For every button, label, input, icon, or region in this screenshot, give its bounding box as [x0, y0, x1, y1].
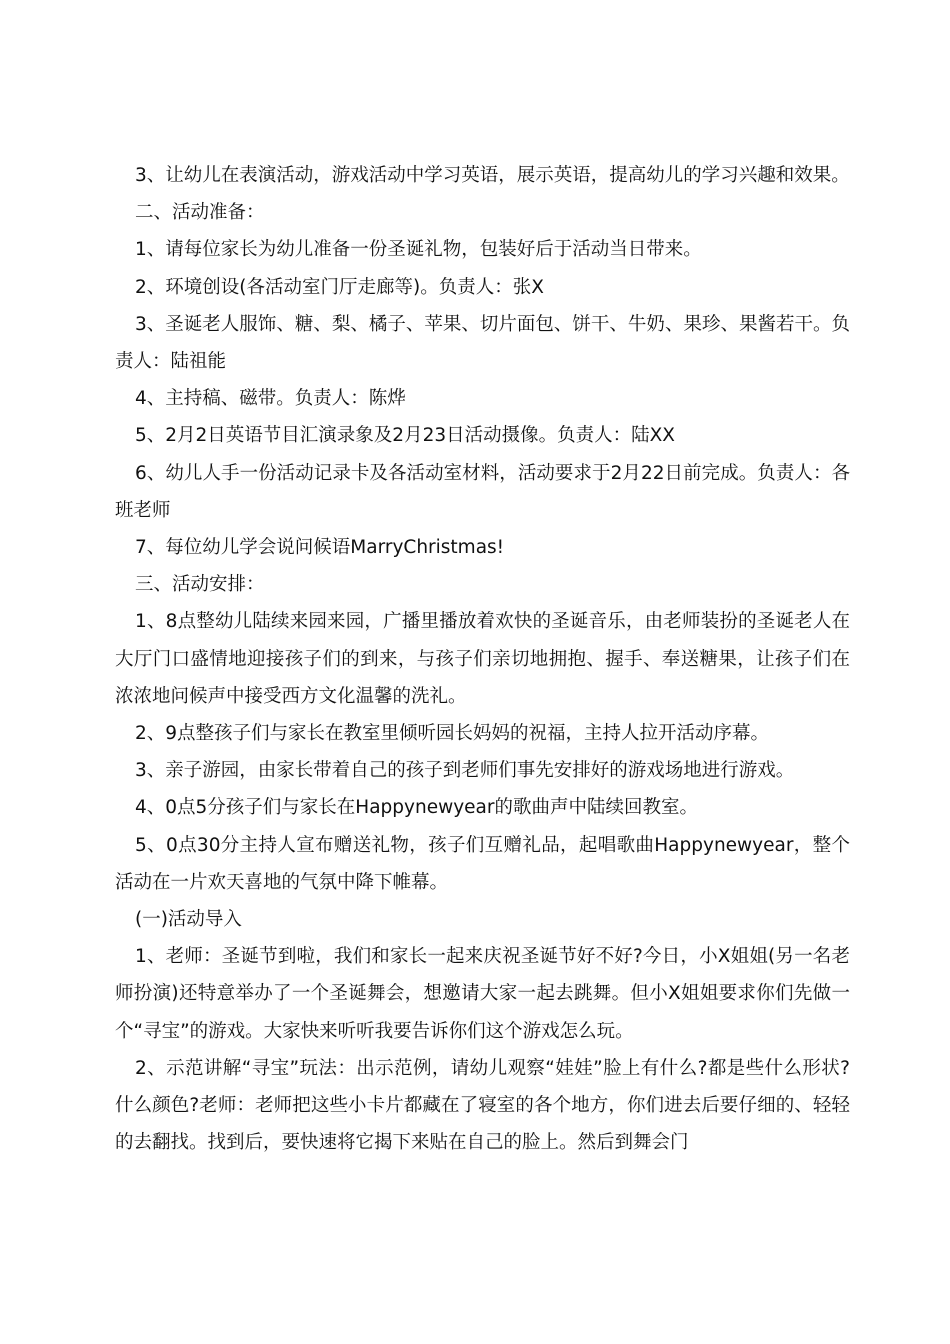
paragraph-intro-2: 2、示范讲解“寻宝”玩法：出示范例，请幼儿观察“娃娃”脸上有什么?都是些什么形状?什么颜色?老师：老师把这些小卡片都藏在了寝室的各个地方，你们进去后要仔细的、轻轻的去翻找。找到后，要快速将它揭下来贴在自己的脸上。然后到舞会门	[115, 1057, 850, 1154]
paragraph-schedule-2: 2、9点整孩子们与家长在教室里倾听园长妈妈的祝福，主持人拉开活动序幕。	[135, 723, 770, 745]
document-body	[115, 157, 850, 1161]
paragraph-goal-3: 3、让幼儿在表演活动，游戏活动中学习英语，展示英语，提高幼儿的学习兴趣和效果。	[135, 165, 850, 186]
paragraph-schedule-3: 3、亲子游园，由家长带着自己的孩子到老师们事先安排好的游戏场地进行游戏。	[135, 760, 795, 782]
paragraph-prep-5: 5、2月2日英语节目汇演录象及2月23日活动摄像。负责人：陆XX	[135, 425, 675, 447]
section-heading-schedule: 三、活动安排：	[135, 574, 265, 596]
paragraph-prep-2: 2、环境创设(各活动室门厅走廊等)。负责人：张X	[135, 276, 544, 298]
section-heading-preparation: 二、活动准备：	[135, 202, 265, 224]
paragraph-prep-1: 1、请每位家长为幼儿准备一份圣诞礼物，包装好后于活动当日带来。	[135, 239, 702, 261]
paragraph-prep-3: 3、圣诞老人服饰、糖、梨、橘子、苹果、切片面包、饼干、牛奶、果珍、果酱若干。负责人：陆祖能	[115, 313, 850, 373]
paragraph-schedule-5: 5、0点30分主持人宣布赠送礼物，孩子们互赠礼品，起唱歌曲Happynewyear，整个活动在一片欢天喜地的气氛中降下帷幕。	[115, 834, 850, 893]
paragraph-prep-4: 4、主持稿、磁带。负责人：陈烨	[135, 388, 406, 410]
paragraph-schedule-4: 4、0点5分孩子们与家长在Happynewyear的歌曲声中陆续回教室。	[135, 797, 699, 819]
paragraph-intro-1: 1、老师：圣诞节到啦，我们和家长一起来庆祝圣诞节好不好?今日，小X姐姐(另一名老师扮演)还特意举办了一个圣诞舞会，想邀请大家一起去跳舞。但小X姐姐要求你们先做一个“寻宝”的游戏。大家快来听听我要告诉你们这个游戏怎么玩。	[115, 946, 850, 1042]
paragraph-prep-7: 7、每位幼儿学会说问候语MarryChristmas!	[135, 537, 505, 559]
subsection-heading-intro: (一)活动导入	[135, 909, 242, 931]
paragraph-schedule-1: 1、8点整幼儿陆续来园来园，广播里播放着欢快的圣诞音乐，由老师装扮的圣诞老人在大厅门口盛情地迎接孩子们的到来，与孩子们亲切地拥抱、握手、奉送糖果，让孩子们在浓浓地问候声中接受西方文化温馨的洗礼。	[115, 611, 850, 707]
paragraph-prep-6: 6、幼儿人手一份活动记录卡及各活动室材料，活动要求于2月22日前完成。负责人：各班老师	[115, 462, 850, 521]
